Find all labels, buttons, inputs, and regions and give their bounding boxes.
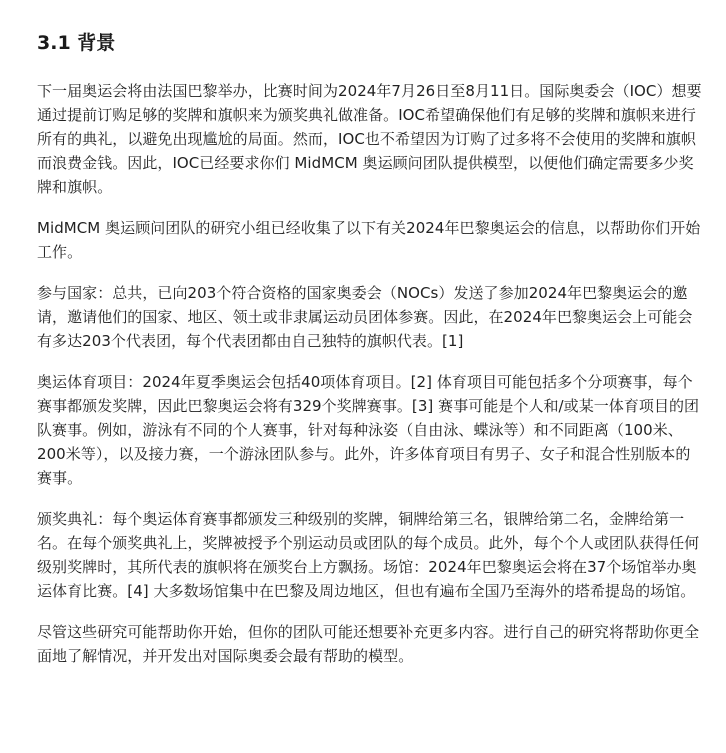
section-heading: 3.1 背景 — [37, 32, 116, 54]
paragraph-intro: 下一届奥运会将由法国巴黎举办，比赛时间为2024年7月26日至8月11日。国际奥委会（IOC）想要通过提前订购足够的奖牌和旗帜来为颁奖典礼做准备。IOC希望确保他们有足够的奖牌和旗帜来进行所有的典礼，以避免出现尴尬的局面。然而，IOC也不希望因为订购了过多将不会使用的奖牌和旗帜而浪费金钱。因此，IOC已经要求你们 MidMCM 奥运顾问团队提供模型，以便他们确定需要多少奖牌和旗帜。 — [37, 82, 702, 196]
paragraph-olympic-sports: 奥运体育项目：2024年夏季奥运会包括40项体育项目。[2] 体育项目可能包括多个分项赛事，每个赛事都颁发奖牌，因此巴黎奥运会将有329个奖牌赛事。[3] 赛事可能是个人和/或某一体育项目的团队赛事。例如，游泳有不同的个人赛事，针对每种泳姿（自由泳、蝶泳等）和不同距离（100米、200米等），以及接力赛，一个游泳团队参与。此外，许多体育项目有男子、女子和混合性别版本的赛事。 — [37, 373, 700, 487]
paragraph-further-research: 尽管这些研究可能帮助你开始，但你的团队可能还想要补充更多内容。进行自己的研究将帮助你更全面地了解情况，并开发出对国际奥委会最有帮助的模型。 — [37, 623, 700, 665]
paragraph-medal-ceremonies: 颁奖典礼：每个奥运体育赛事都颁发三种级别的奖牌，铜牌给第三名，银牌给第二名，金牌给第一名。在每个颁奖典礼上，奖牌被授予个别运动员或团队的每个成员。此外，每个个人或团队获得任何级别奖牌时，其所代表的旗帜将在颁奖台上方飘扬。场馆：2024年巴黎奥运会将在37个场馆举办奥运体育比赛。[4] 大多数场馆集中在巴黎及周边地区，但也有遍布全国乃至海外的塔希提岛的场馆。 — [37, 510, 700, 600]
section-body — [37, 79, 704, 668]
paragraph-participating-nations: 参与国家：总共，已向203个符合资格的国家奥委会（NOCs）发送了参加2024年巴黎奥运会的邀请，邀请他们的国家、地区、领土或非隶属运动员团体参赛。因此，在2024年巴黎奥运会上可能会有多达203个代表团，每个代表团都由自己独特的旗帜代表。[1] — [37, 284, 693, 350]
paragraph-research-team: MidMCM 奥运顾问团队的研究小组已经收集了以下有关2024年巴黎奥运会的信息，以帮助你们开始工作。 — [37, 219, 701, 261]
